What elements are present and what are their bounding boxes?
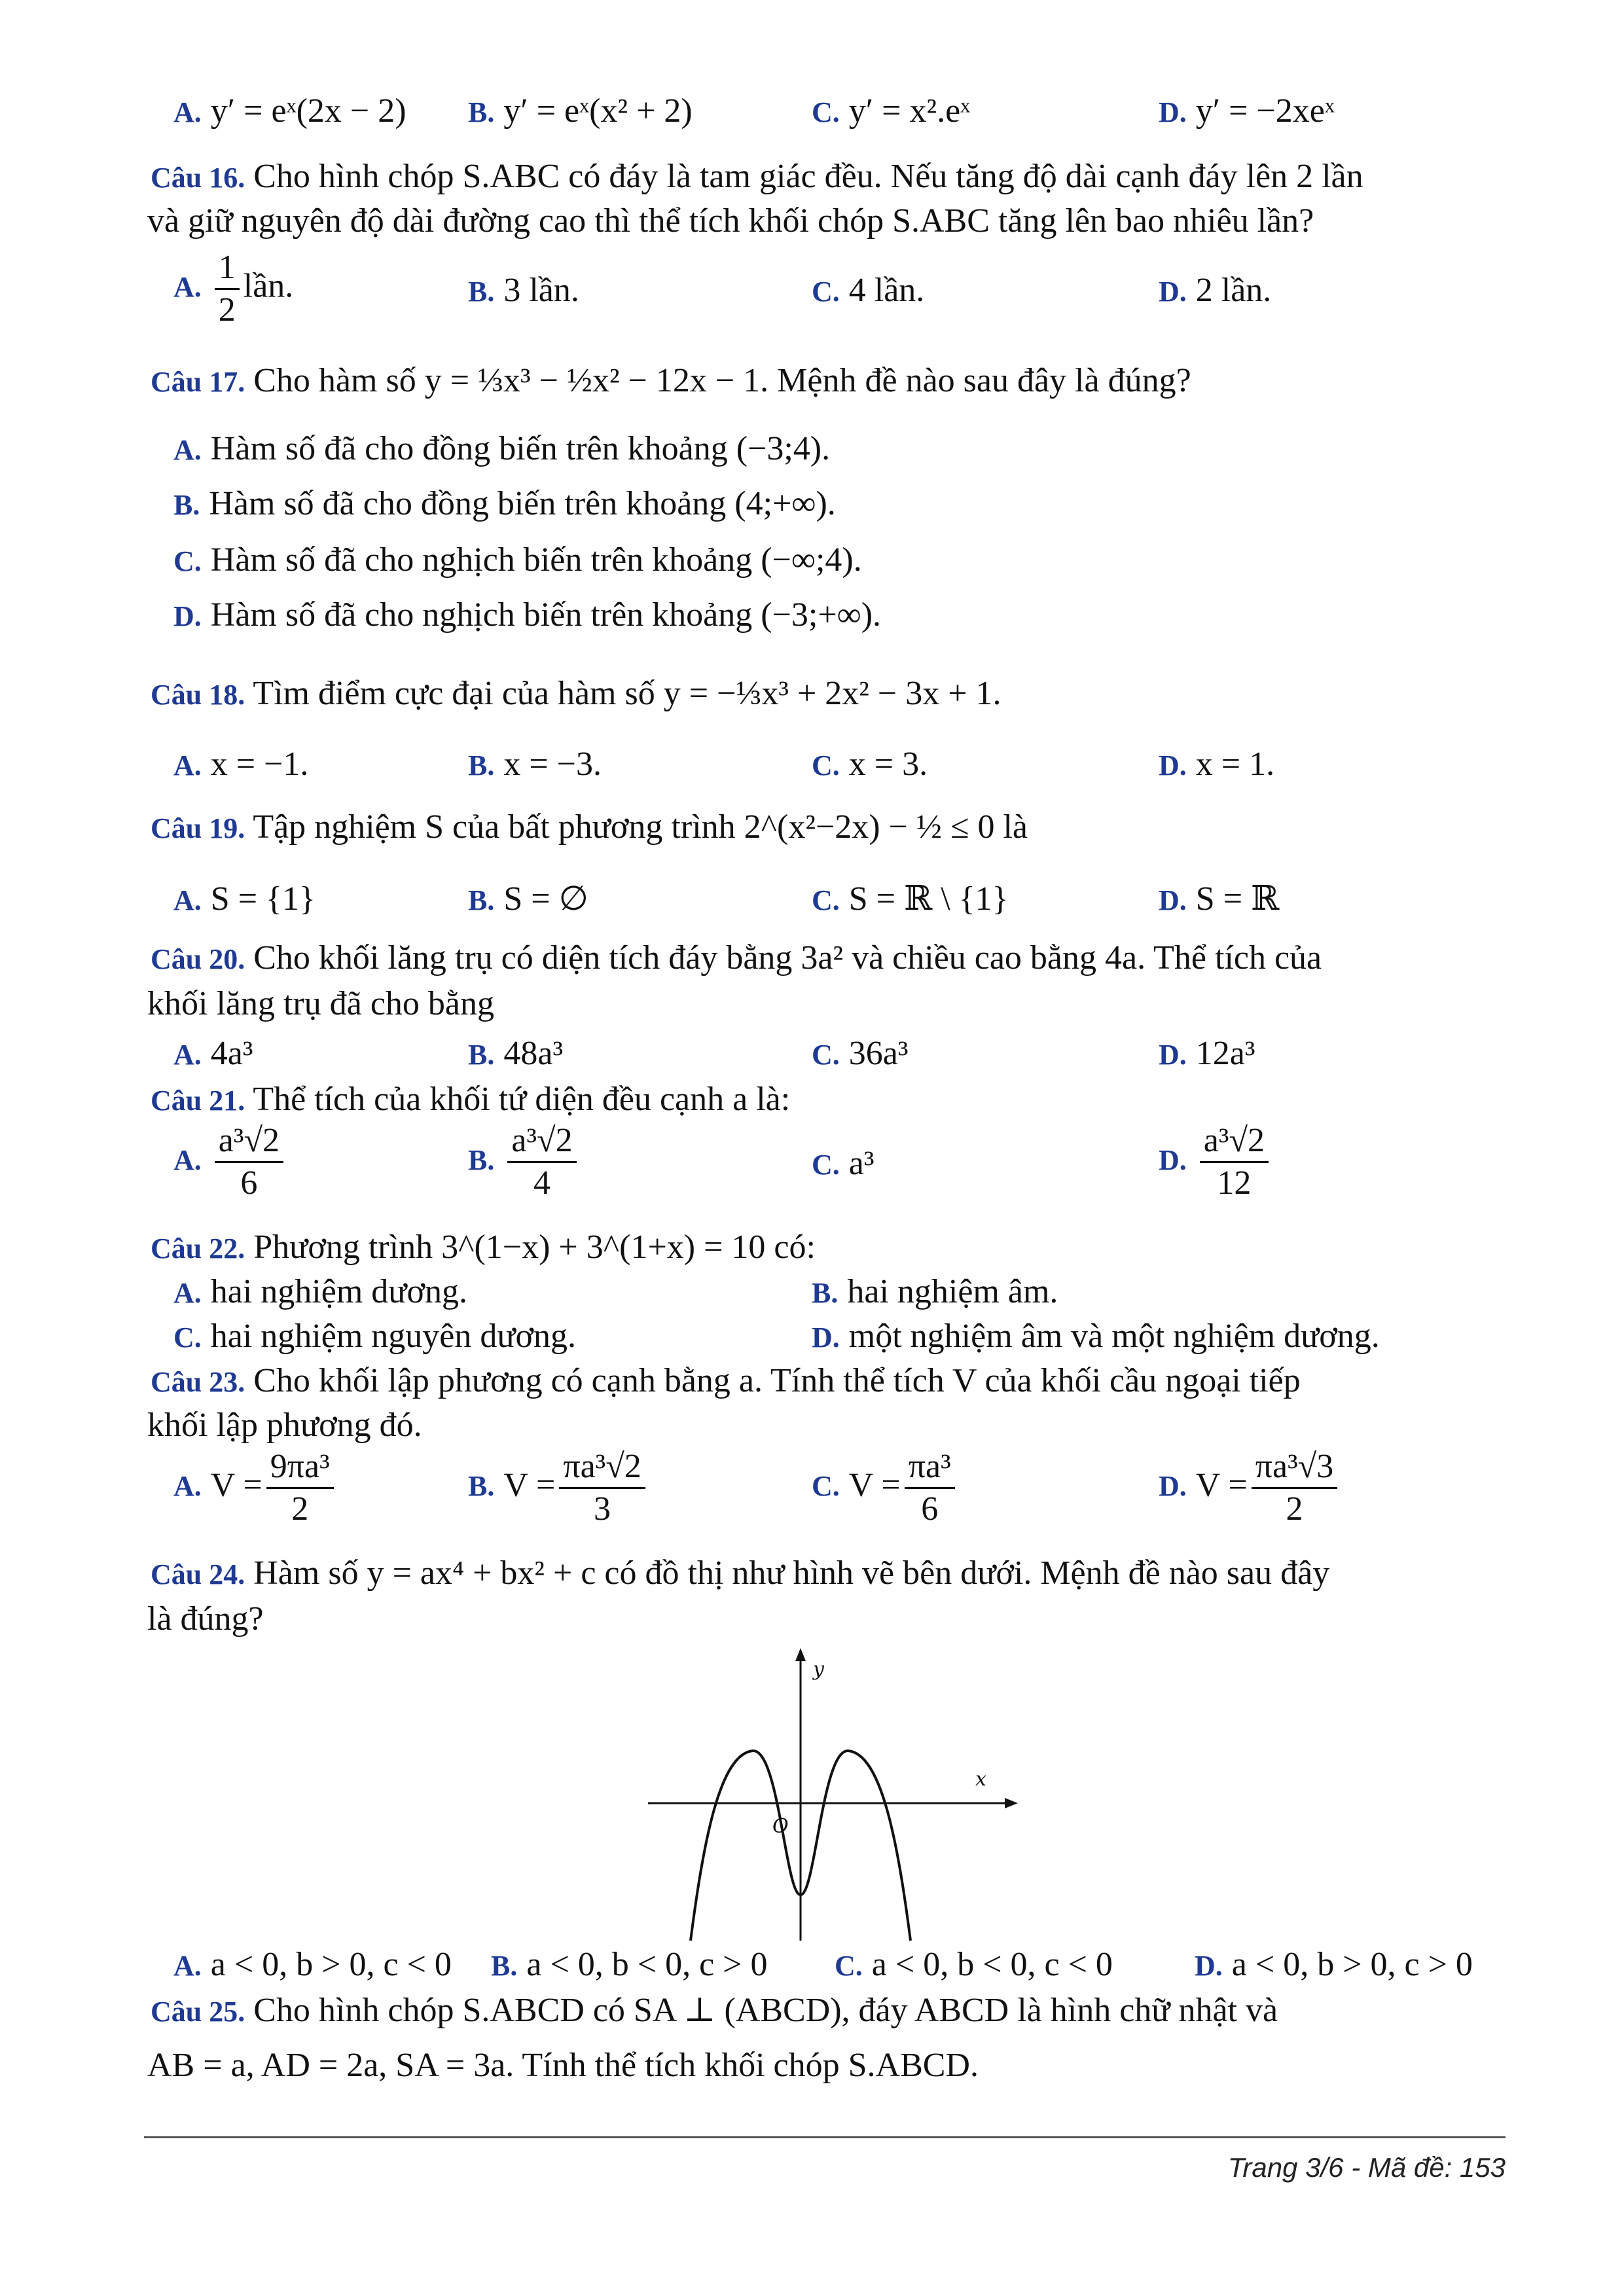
q21-answer-d: D. $\frac{\text{a³√2}}{12}$ (1159, 1121, 1272, 1204)
graph-y-label: y (813, 1658, 824, 1681)
q16-answer-d: D. 2 lần. (1159, 272, 1272, 309)
q22-answer-a: A. hai nghiệm dương. (173, 1273, 467, 1310)
q20-answer-b: B. 48a³ (468, 1035, 564, 1072)
q20-answer-a: A. 4a³ (173, 1035, 253, 1072)
q15-answer-b: B. y′ = eˣ(x² + 2) (468, 92, 693, 130)
q16-answer-c: C. 4 lần. (812, 272, 925, 309)
q18-answer-c: C. x = 3. (812, 745, 928, 783)
q21-stem: Câu 21. Thể tích của khối tứ diện đều cạnh a là: (151, 1081, 791, 1118)
q16-stem: Câu 16. Cho hình chóp S.ABC có đáy là tam giác đều. Nếu tăng độ dài cạnh đáy lên 2 lần (151, 158, 1363, 195)
q17-answer-a: A. Hàm số đã cho đồng biến trên khoảng (−3;4). (173, 430, 831, 467)
q22-answer-d: D. một nghiệm âm và một nghiệm dương. (812, 1318, 1380, 1355)
q21-answer-b: B. $\frac{\text{a³√2}}{4}$ (468, 1121, 581, 1204)
q22-answer-c: C. hai nghiệm nguyên dương. (173, 1318, 577, 1355)
q19-answer-d: D. S = ℝ (1159, 880, 1280, 918)
q23-stem-line2: khối lập phương đó. (147, 1407, 422, 1444)
q19-answer-c: C. S = ℝ \ {1} (812, 880, 1009, 918)
q24-answer-c: C. a < 0, b < 0, c < 0 (835, 1946, 1113, 1983)
q24-stem: Câu 24. Hàm số y = ax⁴ + bx² + c có đồ thị như hình vẽ bên dưới. Mệnh đề nào sau đây (151, 1554, 1330, 1592)
q24-graph (641, 1643, 1021, 1944)
q23-answer-a: A. V = $\frac{\text{9πa³}}{2}$ (173, 1446, 338, 1530)
q19-answer-b: B. S = ∅ (468, 880, 588, 918)
q19-stem: Câu 19. Tập nghiệm S của bất phương trình 2^(x²−2x) − ½ ≤ 0 là (151, 808, 1028, 846)
q24-answer-b: B. a < 0, b < 0, c > 0 (491, 1946, 768, 1983)
q15-answer-c: C. y′ = x².eˣ (812, 92, 971, 130)
q21-answer-a: A. $\frac{\text{a³√2}}{6}$ (173, 1121, 287, 1204)
q15-answer-d: D. y′ = −2xeˣ (1159, 92, 1335, 130)
q23-stem: Câu 23. Cho khối lập phương có cạnh bằng a. Tính thể tích V của khối cầu ngoại tiếp (151, 1362, 1301, 1399)
graph-x-arrow (1005, 1798, 1018, 1808)
q18-answer-d: D. x = 1. (1159, 745, 1275, 783)
q17-answer-b: B. Hàm số đã cho đồng biến trên khoảng (4;+∞). (173, 485, 836, 522)
page-footer: Trang 3/6 - Mã đề: 153 (1227, 2152, 1506, 2183)
q25-stem-line2: AB = a, AD = 2a, SA = 3a. Tính thể tích khối chóp S.ABCD. (147, 2047, 979, 2084)
q20-answer-c: C. 36a³ (812, 1035, 909, 1072)
q23-answer-b: B. V = $\frac{\text{πa³√2}}{3}$ (468, 1446, 649, 1530)
q18-stem: Câu 18. Tìm điểm cực đại của hàm số y = −⅓x³ + 2x² − 3x + 1. (151, 675, 1001, 712)
q23-answer-c: C. V = $\frac{\text{πa³}}{6}$ (812, 1446, 959, 1530)
graph-origin-label: O (772, 1815, 789, 1838)
q15-answer-a: A. y′ = eˣ(2x − 2) (173, 92, 406, 130)
q20-stem-line2: khối lăng trụ đã cho bằng (147, 985, 494, 1022)
q18-answer-a: A. x = −1. (173, 745, 309, 783)
q23-answer-d: D. V = $\frac{\text{πa³√3}}{2}$ (1159, 1446, 1341, 1530)
q20-stem: Câu 20. Cho khối lăng trụ có diện tích đáy bằng 3a² và chiều cao bằng 4a. Thể tích của (151, 939, 1322, 977)
q17-stem: Câu 17. Cho hàm số y = ⅓x³ − ½x² − 12x − 1. Mệnh đề nào sau đây là đúng? (151, 362, 1191, 399)
q18-answer-b: B. x = −3. (468, 745, 602, 783)
q17-answer-d: D. Hàm số đã cho nghịch biến trên khoảng (−3;+∞). (173, 596, 882, 634)
q16-stem-line2: và giữ nguyên độ dài đường cao thì thể tích khối chóp S.ABC tăng lên bao nhiêu lần? (147, 202, 1314, 240)
q16-answer-a: A. $\frac{1}{2}$ lần. (173, 249, 294, 329)
graph-y-arrow (795, 1648, 806, 1661)
q24-answer-a: A. a < 0, b > 0, c < 0 (173, 1946, 452, 1983)
graph-x-label: x (975, 1768, 986, 1791)
q22-answer-b: B. hai nghiệm âm. (812, 1273, 1058, 1310)
q19-answer-a: A. S = {1} (173, 880, 316, 918)
footer-divider (144, 2136, 1506, 2138)
q21-answer-c: C. a³ (812, 1145, 875, 1182)
q24-stem-line2: là đúng? (147, 1600, 264, 1638)
q17-answer-c: C. Hàm số đã cho nghịch biến trên khoảng (−∞;4). (173, 541, 862, 579)
q16-answer-b: B. 3 lần. (468, 272, 579, 309)
q25-stem: Câu 25. Cho hình chóp S.ABCD có SA ⊥ (ABCD), đáy ABCD là hình chữ nhật và (151, 1992, 1278, 2029)
q22-stem: Câu 22. Phương trình 3^(1−x) + 3^(1+x) = 10 có: (151, 1229, 816, 1266)
q24-answer-d: D. a < 0, b > 0, c > 0 (1195, 1946, 1473, 1983)
q20-answer-d: D. 12a³ (1159, 1035, 1255, 1072)
